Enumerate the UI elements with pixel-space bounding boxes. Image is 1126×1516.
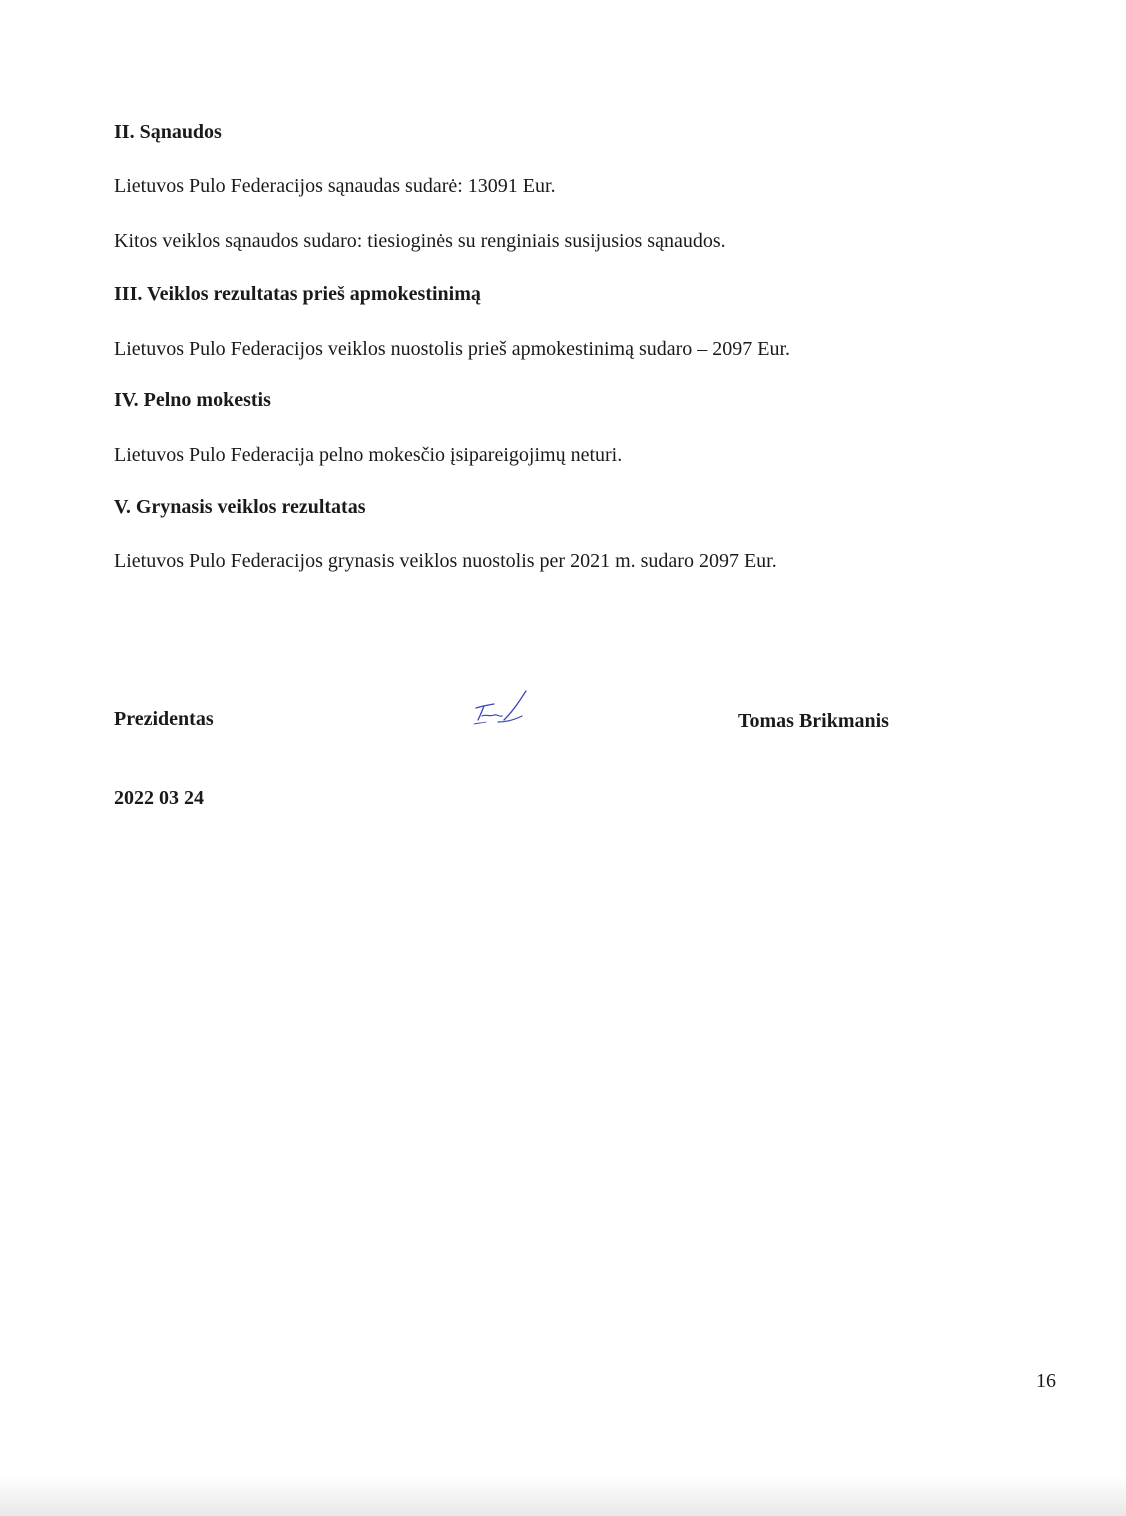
section-heading-profit-tax: IV. Pelno mokestis <box>114 389 271 411</box>
paragraph-expenses-total: Lietuvos Pulo Federacijos sąnaudas sudarė: 13091 Eur. <box>114 175 556 197</box>
signature-date: 2022 03 24 <box>114 787 204 809</box>
paragraph-profit-tax: Lietuvos Pulo Federacija pelno mokesčio įsipareigojimų neturi. <box>114 444 623 466</box>
section-heading-pretax-result: III. Veiklos rezultatas prieš apmokestinimą <box>114 283 481 305</box>
page-number: 16 <box>1036 1370 1056 1392</box>
signature-stroke <box>504 691 526 720</box>
paragraph-other-expenses: Kitos veiklos sąnaudos sudaro: tiesioginės su renginiais susijusios sąnaudos. <box>114 230 726 252</box>
paragraph-net-loss: Lietuvos Pulo Federacijos grynasis veiklos nuostolis per 2021 m. sudaro 2097 Eur. <box>114 550 777 572</box>
signature-stroke <box>474 722 486 724</box>
handwritten-signature <box>468 686 532 732</box>
signatory-name: Tomas Brikmanis <box>738 710 889 732</box>
signature-stroke <box>478 706 484 720</box>
signature-stroke <box>482 715 502 716</box>
signature-stroke <box>498 716 522 722</box>
paragraph-pretax-loss: Lietuvos Pulo Federacijos veiklos nuostolis prieš apmokestinimą sudaro – 2097 Eur. <box>114 338 791 360</box>
signatory-role: Prezidentas <box>114 708 214 730</box>
section-heading-net-result: V. Grynasis veiklos rezultatas <box>114 496 366 518</box>
scan-bottom-shade <box>0 1476 1126 1516</box>
section-heading-expenses: II. Sąnaudos <box>114 121 222 143</box>
signature-stroke <box>476 704 494 708</box>
